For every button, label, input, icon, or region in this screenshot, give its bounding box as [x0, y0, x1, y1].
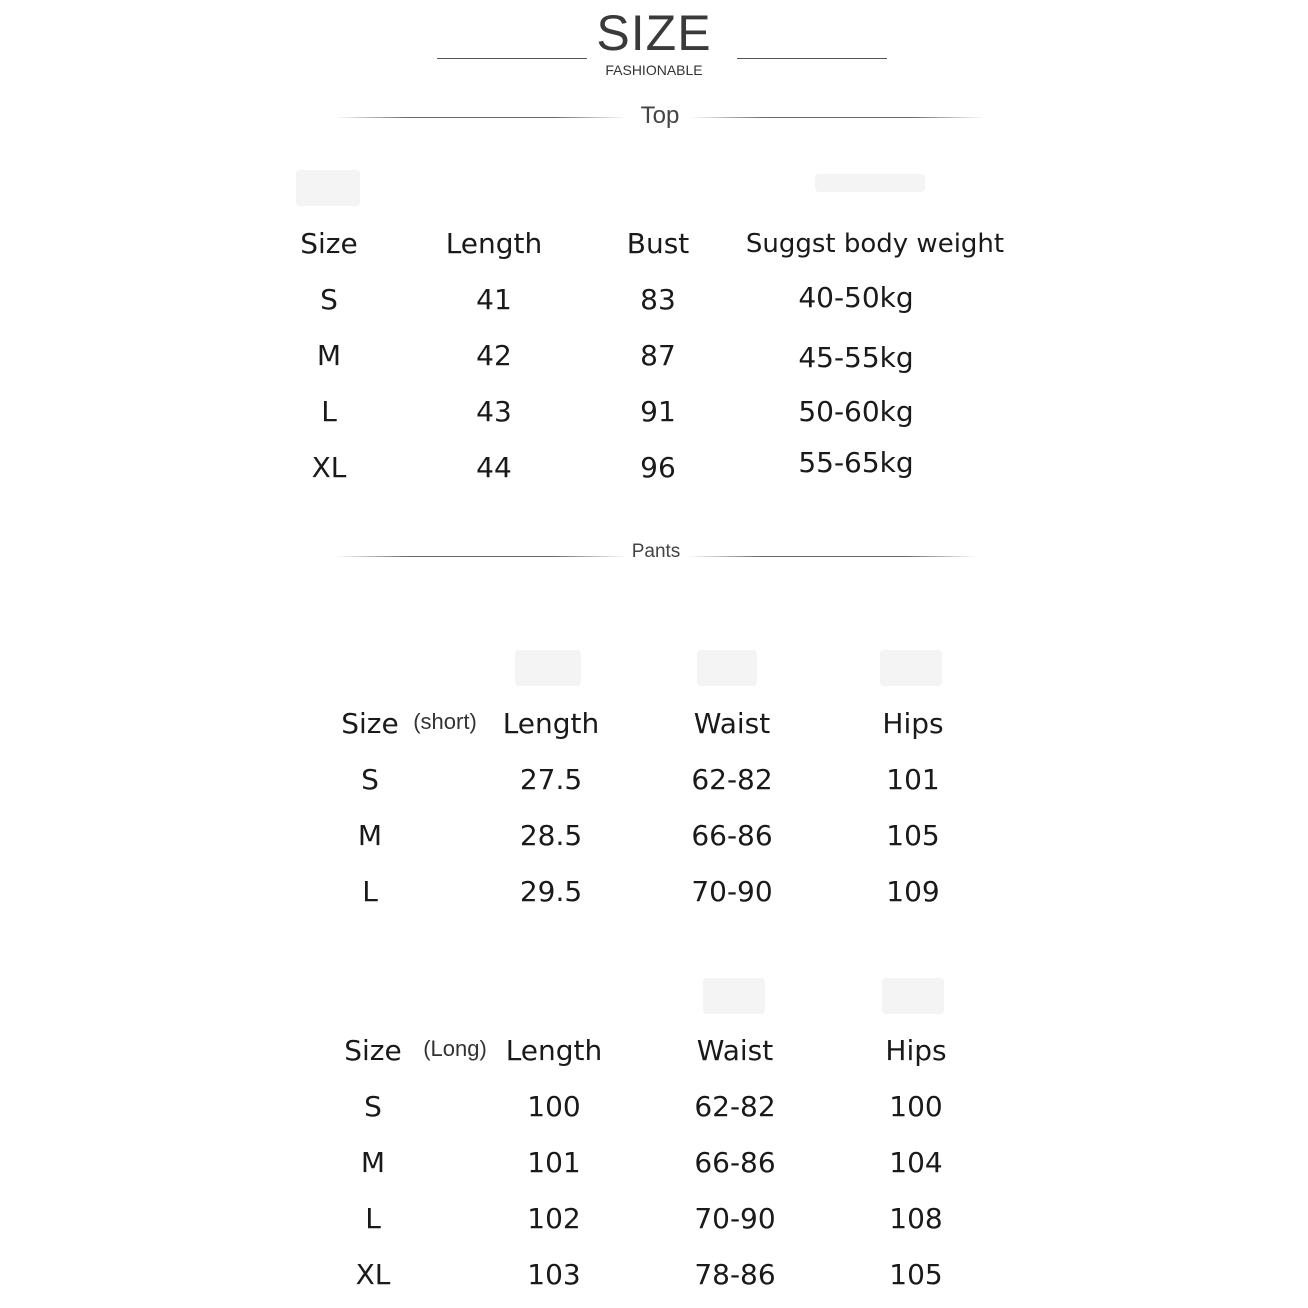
column-header: Length [505, 1034, 603, 1067]
table-cell: M [357, 819, 383, 852]
table-cell: L [362, 875, 378, 908]
top-section-label: Top [640, 102, 680, 129]
top-divider-right [690, 117, 985, 118]
column-header: Hips [882, 707, 944, 740]
table-cell: 41 [476, 283, 512, 316]
size-note: (Long) [423, 1036, 487, 1061]
table-cell: 83 [640, 283, 676, 316]
table-cell: 91 [640, 395, 676, 428]
table-cell: 78-86 [694, 1258, 776, 1291]
table-cell: 62-82 [691, 763, 773, 796]
title-rule-left [437, 58, 587, 59]
table-cell: 70-90 [691, 875, 773, 908]
table-cell: 100 [527, 1090, 581, 1123]
table-cell: 102 [527, 1202, 581, 1235]
ghost-mark [697, 650, 757, 686]
table-cell: 70-90 [694, 1202, 776, 1235]
column-header: Length [502, 707, 600, 740]
pants-divider-right [688, 556, 978, 557]
table-cell: 96 [640, 451, 676, 484]
table-cell: XL [355, 1258, 391, 1291]
table-cell: 105 [889, 1258, 943, 1291]
table-cell: 66-86 [694, 1146, 776, 1179]
table-cell: 87 [640, 339, 676, 372]
table-cell: 27.5 [519, 763, 583, 796]
ghost-mark [882, 978, 944, 1014]
table-cell: 108 [889, 1202, 943, 1235]
table-cell: XL [311, 451, 347, 484]
table-cell: L [321, 395, 337, 428]
pants-divider-left [335, 556, 627, 557]
title-rule-right [737, 58, 887, 59]
table-cell: 40-50kg [798, 281, 914, 314]
table-cell: S [361, 763, 379, 796]
table-cell: 62-82 [694, 1090, 776, 1123]
ghost-mark [880, 650, 942, 686]
table-cell: 100 [889, 1090, 943, 1123]
ghost-mark [703, 978, 765, 1014]
table-cell: S [320, 283, 338, 316]
column-header: Waist [693, 707, 771, 740]
table-cell: 109 [886, 875, 940, 908]
column-header-size: Size [344, 1034, 402, 1067]
table-cell: 101 [886, 763, 940, 796]
table-cell: 29.5 [519, 875, 583, 908]
ghost-mark [296, 170, 360, 206]
table-cell: 42 [476, 339, 512, 372]
table-cell: 66-86 [691, 819, 773, 852]
table-cell: 44 [476, 451, 512, 484]
column-header: Size [300, 227, 358, 260]
table-cell: 50-60kg [798, 395, 914, 428]
table-cell: L [365, 1202, 381, 1235]
table-cell: 105 [886, 819, 940, 852]
table-cell: M [360, 1146, 386, 1179]
column-header: Length [445, 227, 543, 260]
table-cell: 43 [476, 395, 512, 428]
column-header: Hips [885, 1034, 947, 1067]
page-title: SIZE [596, 5, 712, 61]
page-subtitle: FASHIONABLE [605, 62, 703, 78]
table-cell: M [316, 339, 342, 372]
size-note: (short) [413, 709, 477, 734]
table-cell: S [364, 1090, 382, 1123]
ghost-mark [815, 174, 925, 192]
top-divider-left [335, 117, 627, 118]
table-cell: 103 [527, 1258, 581, 1291]
table-cell: 55-65kg [798, 446, 914, 479]
table-cell: 45-55kg [798, 341, 914, 374]
column-header-size: Size [341, 707, 399, 740]
table-cell: 104 [889, 1146, 943, 1179]
column-header: Suggst body weight [745, 229, 1005, 259]
pants-section-label: Pants [631, 541, 681, 562]
ghost-mark [515, 650, 581, 686]
table-cell: 101 [527, 1146, 581, 1179]
column-header: Waist [696, 1034, 774, 1067]
column-header: Bust [626, 227, 690, 260]
table-cell: 28.5 [519, 819, 583, 852]
